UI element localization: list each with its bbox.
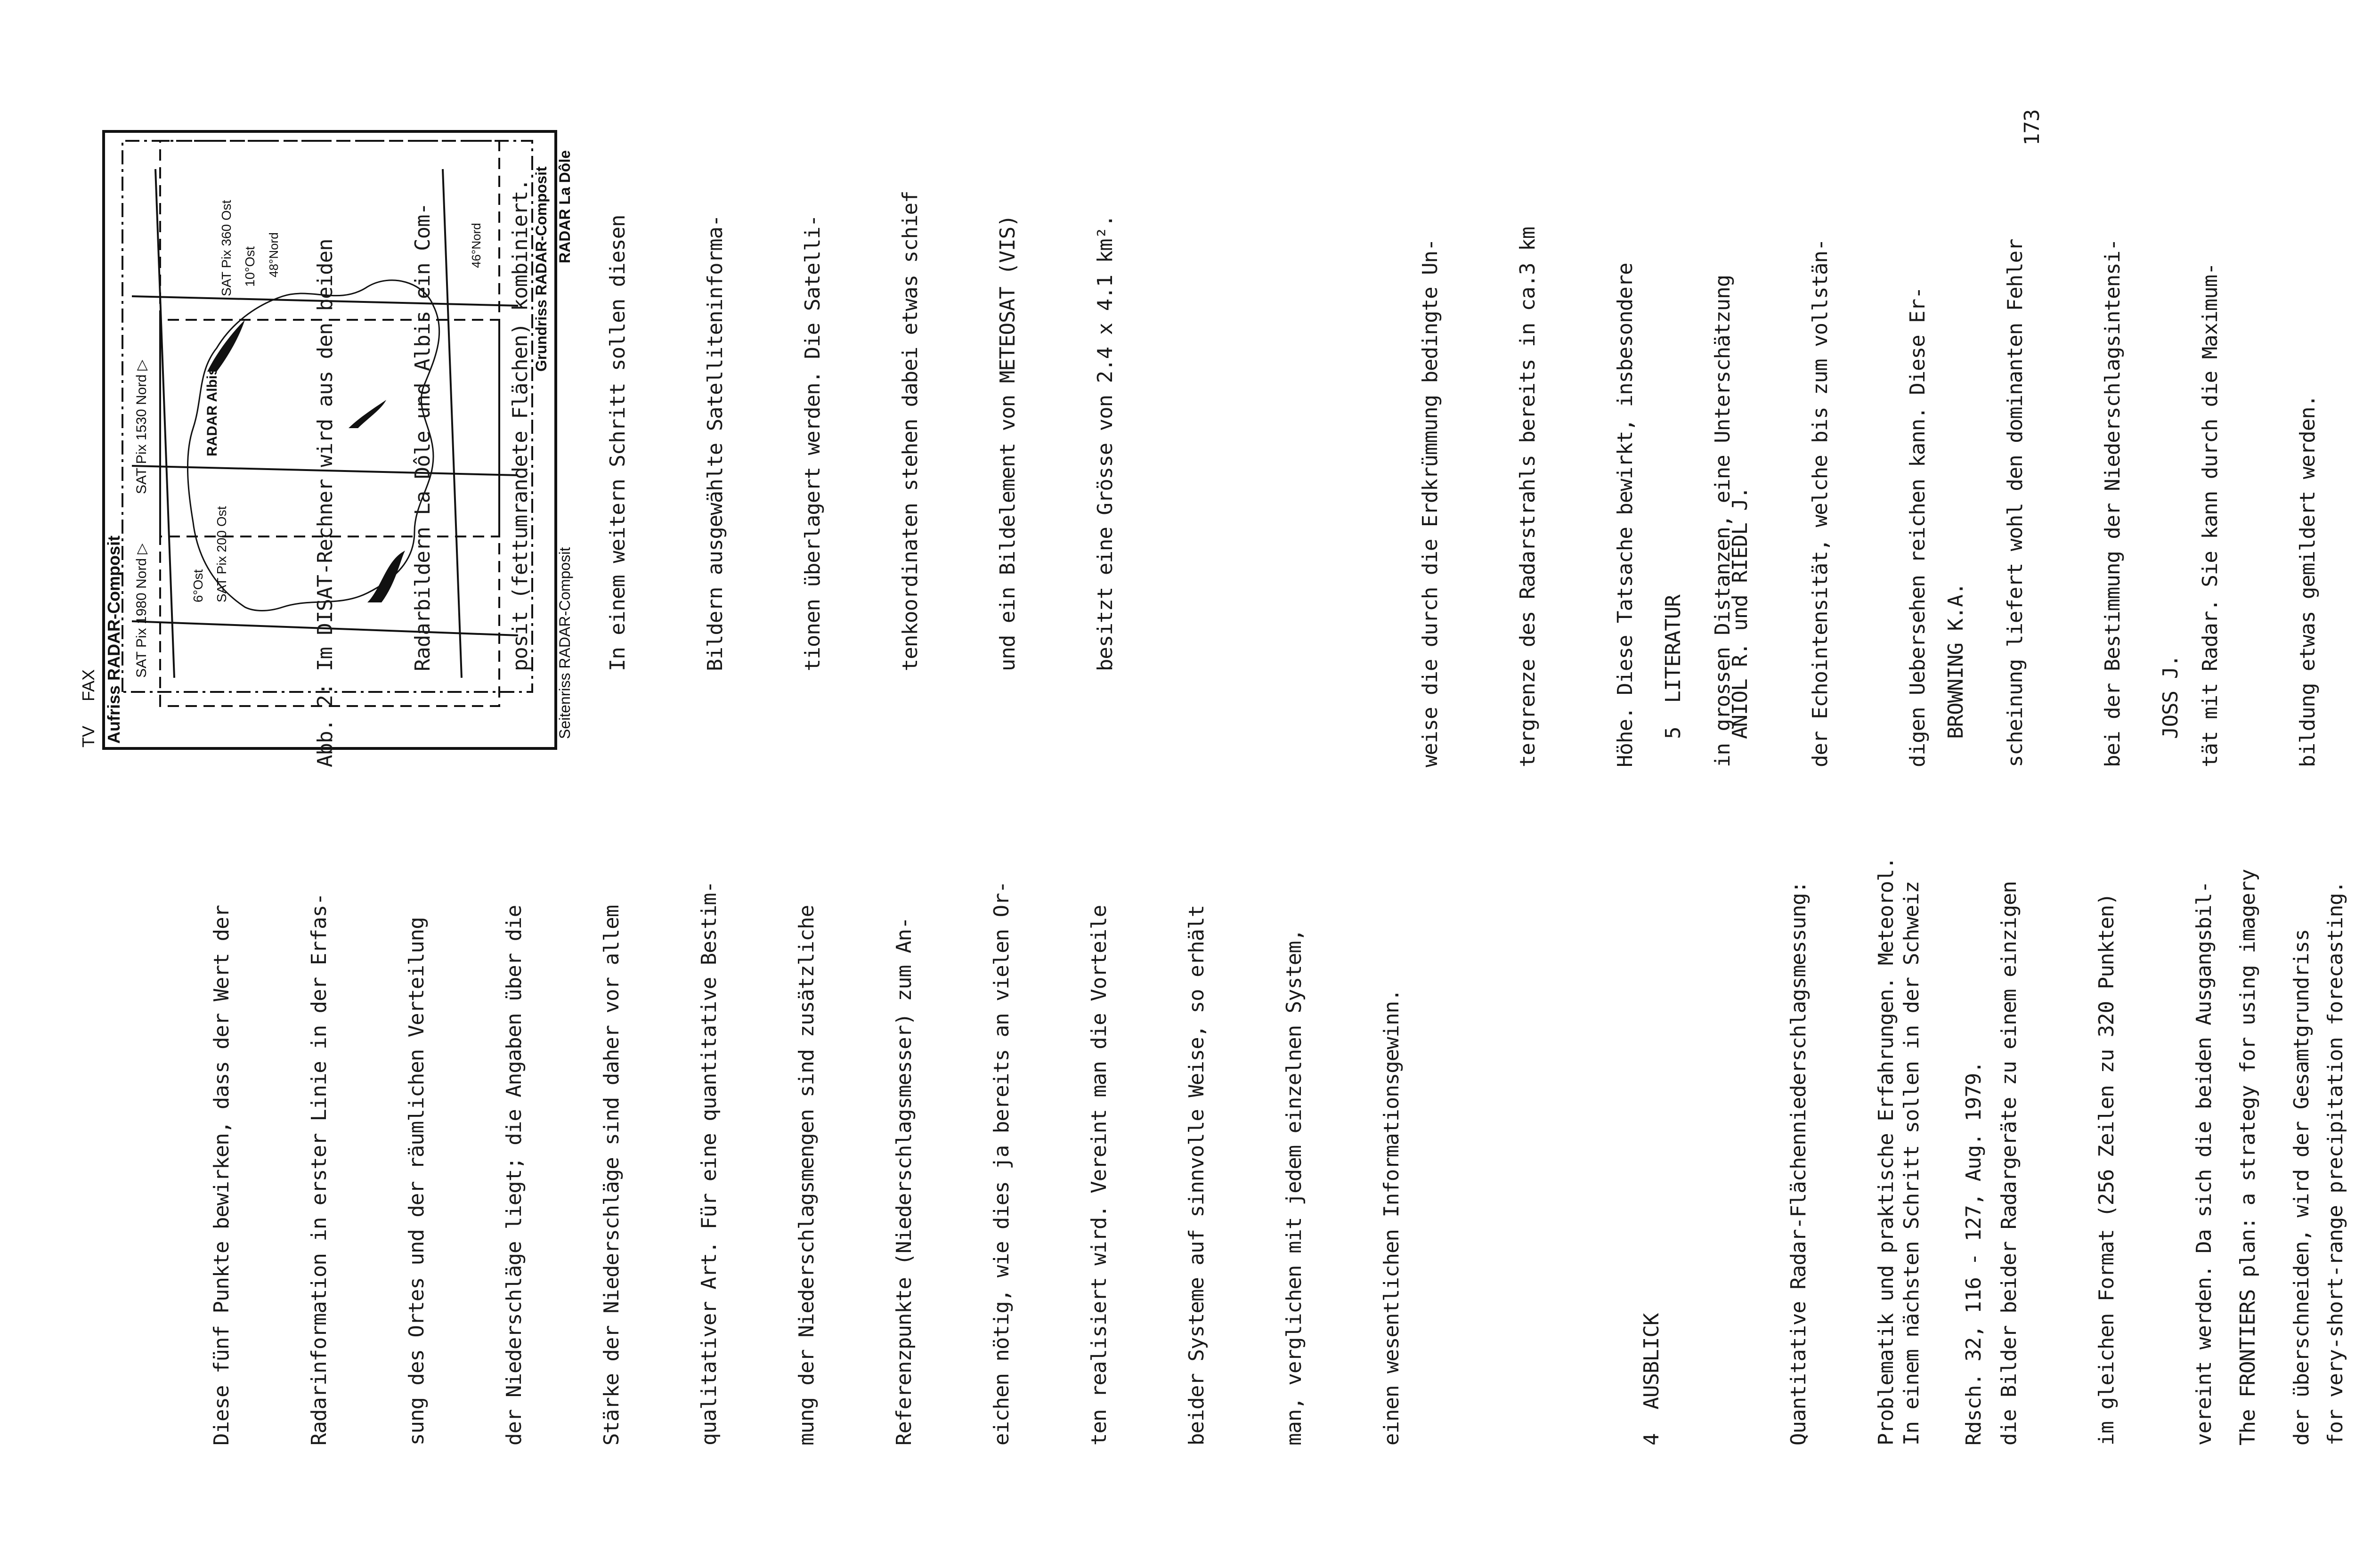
reference-author: JOSS J. — [2159, 655, 2183, 739]
sat-pix-1530-label: SAT Pix 1530 Nord ▷ — [134, 359, 149, 494]
ten-ost-label: 10°Ost — [243, 246, 257, 287]
text-line: Stärke der Niederschläge sind daher vor allem — [600, 905, 624, 1446]
text-line: scheinung liefert wohl den dominanten Fehler — [2003, 239, 2027, 767]
text-line: eichen nötig, wie dies ja bereits an vielen Or- — [990, 881, 1014, 1446]
seitenriss-label: Seitenriss RADAR-Composit — [556, 547, 573, 739]
text-line: Problematik und praktische Erfahrungen. Meteorol. — [1874, 857, 1898, 1446]
text-line: vereint werden. Da sich die beiden Ausgangsbil- — [2192, 881, 2216, 1446]
text-line: The FRONTIERS plan: a strategy for using imagery — [2236, 869, 2260, 1446]
text-line: for very-short-range precipitation forecasting. — [2323, 881, 2347, 1446]
text-line: in grossen Distanzen, eine Unterschätzung — [1711, 275, 1735, 767]
sat-pix-1980-label: SAT Pix 1980 Nord ▷ — [134, 543, 149, 678]
text-line: ten realisiert wird. Vereint man die Vorteile — [1087, 905, 1111, 1446]
tv-label: TV — [79, 725, 98, 747]
text-line: einen wesentlichen Informationsgewinn. — [1380, 989, 1404, 1446]
text-line: besitzt eine Grösse von 2.4 x 4.1 km². — [1093, 215, 1117, 767]
reference-author: ANIOL R. und RIEDL J. — [1728, 487, 1752, 739]
text-line: Höhe. Diese Tatsache bewirkt, insbesondere — [1613, 263, 1637, 767]
aufriss-label: Aufriss RADAR-Composit — [104, 535, 123, 744]
text-line: weise die durch die Erdkrümmung bedingte Un- — [1418, 239, 1442, 767]
nord-48-label: 48°Nord — [267, 232, 281, 277]
text-line: Radarbildern La Dôle und Albis ein Com- — [411, 203, 435, 767]
text-line: im gleichen Format (256 Zeilen zu 320 Punkten) — [2095, 893, 2119, 1446]
text-line: mung der Niederschlagsmengen sind zusätzliche — [795, 905, 819, 1446]
grundriss-label: Grundriss RADAR-Composit — [533, 166, 550, 372]
text-line: beider Systeme auf sinnvolle Weise, so erhält — [1185, 905, 1209, 1446]
text-line: tenkoordinaten stehen dabei etwas schief — [898, 191, 922, 767]
reference-text — [2175, 857, 2355, 1446]
text-line: der Echointensität, welche bis zum vollstän- — [1808, 239, 1832, 767]
reference-authors-block — [1667, 583, 2244, 739]
text-line: In einem nächsten Schritt sollen in der Schweiz — [1900, 881, 1924, 1446]
text-line: der überschneiden, wird der Gesamtgrundriss — [2290, 929, 2314, 1446]
page-number: 173 — [2020, 109, 2044, 146]
reference-text — [1726, 857, 2047, 1446]
text-line: Quantitative Radar-Flächenniederschlagsmessung: — [1787, 881, 1811, 1446]
text-line: bildung etwas gemildert werden. — [2296, 395, 2320, 767]
text-line: man, verglichen mit jedem einzelnen System, — [1282, 929, 1306, 1446]
section-heading-literatur: 5 LITERATUR — [1661, 595, 1685, 739]
text-line: Abb. 2: Im DISAT-Rechner wird aus den beiden — [313, 239, 337, 767]
text-line: bei der Bestimmung der Niederschlagsintensi- — [2101, 239, 2125, 767]
text-line: Radarinformation in erster Linie in der Erfas- — [307, 893, 331, 1446]
text-line: tergrenze des Radarstrahls bereits in ca.3 km — [1516, 227, 1540, 767]
text-line: tät mit Radar. Sie kann durch die Maximum- — [2198, 263, 2222, 767]
text-line: digen Uebersehen reichen kann. Diese Er- — [1906, 287, 1930, 767]
text-line: Rdsch. 32, 116 - 127, Aug. 1979. — [1962, 1061, 1986, 1446]
reference-author: BROWNING K.A. — [1944, 583, 1968, 739]
nord-46-label: 46°Nord — [469, 223, 483, 268]
radar-albis-label: RADAR Albis — [204, 367, 220, 456]
six-ost-label: 6°Ost — [191, 569, 205, 602]
text-line: posit (fettumrandete Flächen) kombiniert. — [508, 179, 532, 767]
paragraph — [140, 845, 1473, 1446]
radar-la-dole-label: RADAR La Dôle — [556, 150, 573, 263]
text-line: und ein Bildelement von METEOSAT (VIS) — [996, 215, 1020, 767]
text-line: der Niederschläge liegt; die Angaben über die — [502, 905, 526, 1446]
text-line: Referenzpunkte (Niederschlagsmesser) zum An- — [892, 917, 916, 1446]
section-heading-ausblick: 4 AUSBLICK — [1640, 1313, 1664, 1446]
fax-label: FAX — [79, 669, 98, 701]
text-line: Bildern ausgewählte Satelliteninforma- — [703, 215, 727, 767]
text-line: Diese fünf Punkte bewirken, dass der Wert der — [210, 905, 234, 1446]
text-line: sung des Ortes und der räumlichen Verteilung — [405, 917, 429, 1446]
text-line: die Bilder beider Radargeräte zu einem einzigen — [1997, 881, 2021, 1446]
text-line: In einem weitern Schritt sollen diesen — [606, 215, 630, 767]
figure-caption — [244, 179, 1186, 767]
text-line: tionen überlagert werden. Die Satelli- — [801, 215, 825, 767]
sat-pix-200-label: SAT Pix 200 Ost — [214, 506, 229, 602]
reference-texts-block — [1667, 857, 2355, 1446]
text-line: qualitativer Art. Für eine quantitative Bestim- — [697, 881, 721, 1446]
sat-pix-360-label: SAT Pix 360 Ost — [219, 200, 234, 296]
